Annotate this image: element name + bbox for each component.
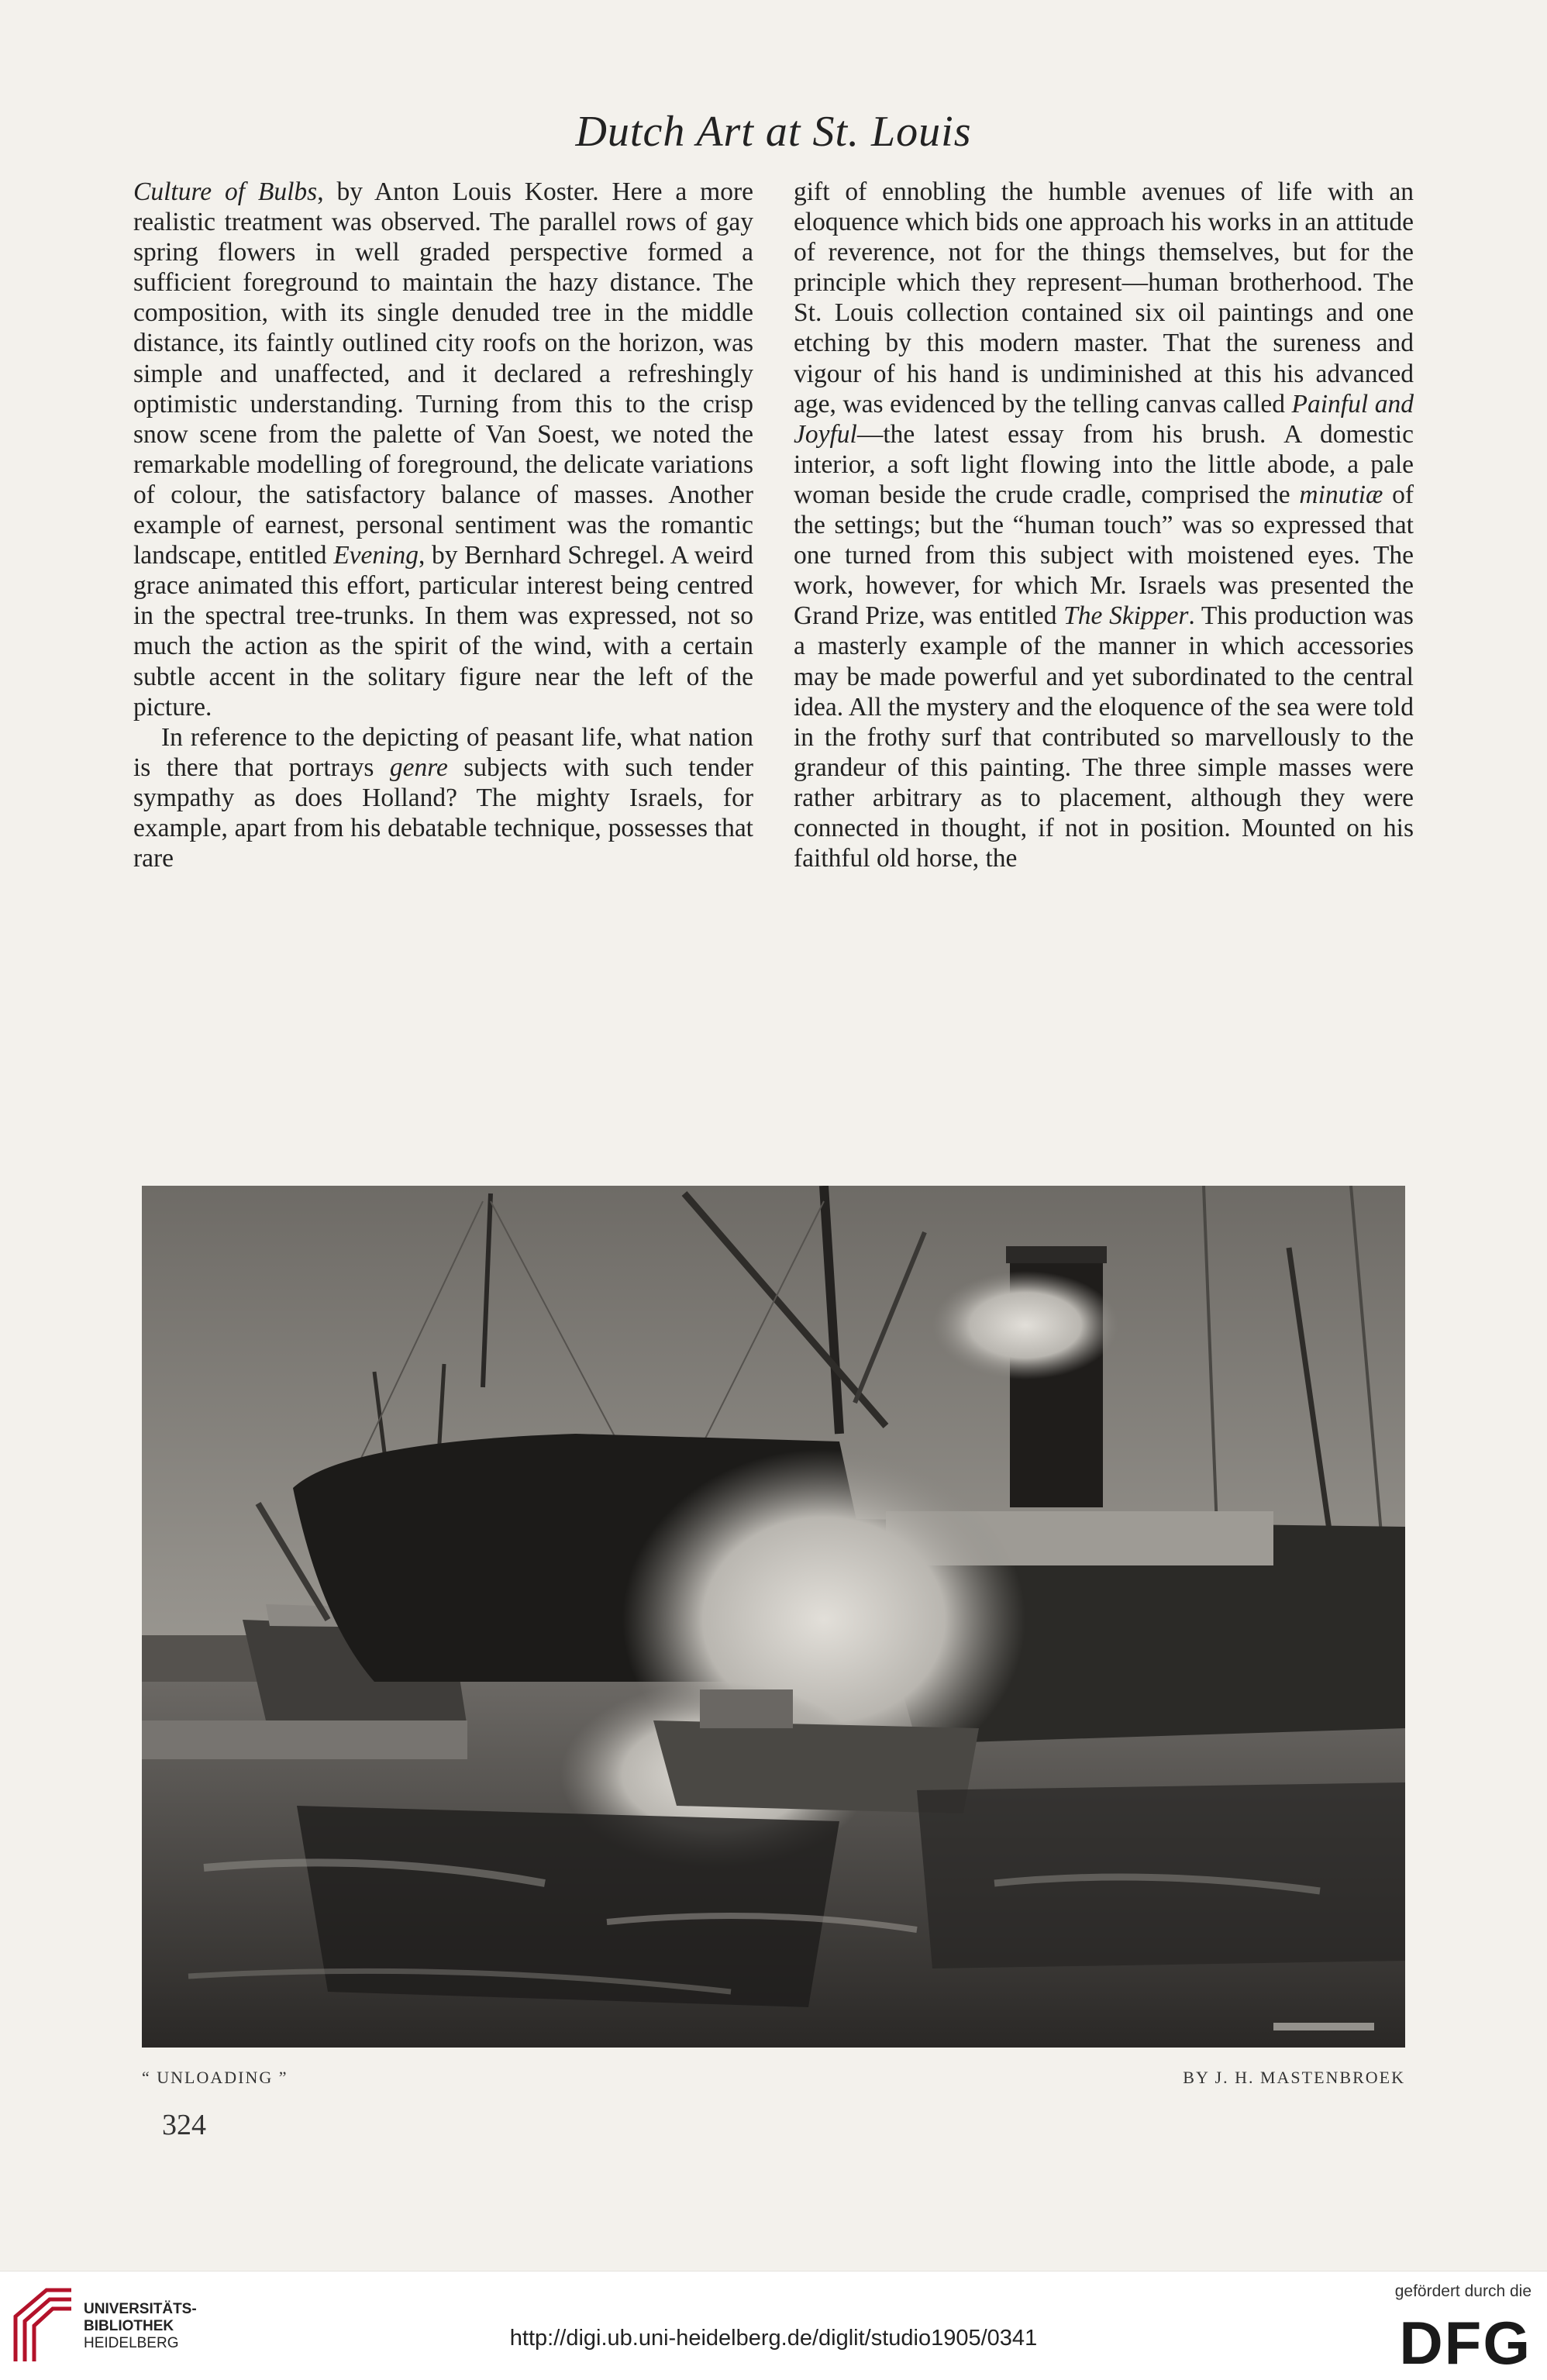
paragraph: [133, 177, 753, 722]
artwork-title: Culture of Bulbs: [133, 177, 318, 206]
artwork-title: Painful and Joyful: [794, 389, 1414, 449]
right-column: [794, 177, 1414, 873]
plate-caption-title: “ UNLOADING ”: [142, 2068, 288, 2087]
page-number: 324: [162, 2109, 206, 2141]
left-column: [133, 177, 753, 873]
emphasis: genre: [389, 753, 448, 782]
text-run: of the settings; but the “human touch” was so expressed that one turned from this subject with moistened eyes. The work, however, for which Mr. Israels was presented the Grand Prize, was entitled: [794, 480, 1414, 631]
library-name-line: BIBLIOTHEK: [84, 2318, 174, 2334]
artwork-title: The Skipper: [1063, 601, 1189, 631]
digitization-footer: [0, 2271, 1547, 2380]
text-run: —the latest essay from his brush. A domestic interior, a soft light flowing into the little abode, a pale woman beside the crude cradle, comprised the: [794, 419, 1414, 509]
text-run: . This production was a masterly example of the manner in which accessories may be made powerful and yet subordinated to the central idea. All the mystery and the eloquence of the sea were told in the frothy surf that contributed so marvellously to the grandeur of this painting. The three simple masses were rather arbitrary as to placement, although they were connected in thought, if not in position. Mounted on his faithful old horse, the: [794, 601, 1414, 873]
text-run: , by Anton Louis Koster. Here a more realistic treatment was observed. The parallel rows of gay spring flowers in well graded perspective formed a sufficient foreground to maintain the hazy distance. The composition, with its single denuded tree in the middle distance, its faintly outlined city roofs on the horizon, was simple and unaffected, and it declared a refreshingly optimistic understanding. Turning from this to the crisp snow scene from the palette of Van Soest, we noted the remarkable modelling of foreground, the delicate variations of colour, the satisfactory balance of masses. Another example of earnest, personal sentiment was the romantic landscape, entitled: [133, 177, 753, 570]
dfg-logo: DFG: [1399, 2309, 1531, 2377]
plate-caption-artist: BY J. H. MASTENBROEK: [1183, 2068, 1405, 2087]
paragraph: [133, 722, 753, 873]
harbour-ships-illustration: [142, 1186, 1405, 2048]
paragraph: [794, 177, 1414, 873]
artwork-title: Evening: [333, 541, 419, 570]
text-run: gift of ennobling the humble avenues of life with an eloquence which bids one approach his works in an attitude of reverence, not for the things themselves, but for the principle which they represent—human brotherhood. The St. Louis collection contained six oil paintings and one etching by this modern master. That the sureness and vigour of his hand is undiminished at this his advanced age, was evidenced by the telling canvas called: [794, 177, 1414, 418]
text-run: subjects with such tender sympathy as does Holland? The mighty Israels, for example, apart from his debatable technique, possesses that rare: [133, 753, 753, 873]
library-name-line: UNIVERSITÄTS-: [84, 2301, 197, 2317]
sponsor-text: gefördert durch die: [1394, 2282, 1531, 2300]
text-run: , by Bernhard Schregel. A weird grace animated this effort, particular interest being centred in the spectral tree-trunks. In them was expressed, not so much the action as the spirit of the wind, with a certain subtle accent in the solitary figure near the left of the picture.: [133, 541, 753, 722]
text-run: In reference to the depicting of peasant life, what nation is there that portrays: [133, 722, 753, 782]
library-name-line: HEIDELBERG: [84, 2335, 179, 2351]
running-title: Dutch Art at St. Louis: [575, 108, 972, 156]
emphasis: minutiæ: [1299, 480, 1383, 509]
source-url-link[interactable]: http://digi.ub.uni-heidelberg.de/diglit/studio1905/0341: [509, 2326, 1038, 2351]
painting-plate: [142, 1186, 1405, 2048]
